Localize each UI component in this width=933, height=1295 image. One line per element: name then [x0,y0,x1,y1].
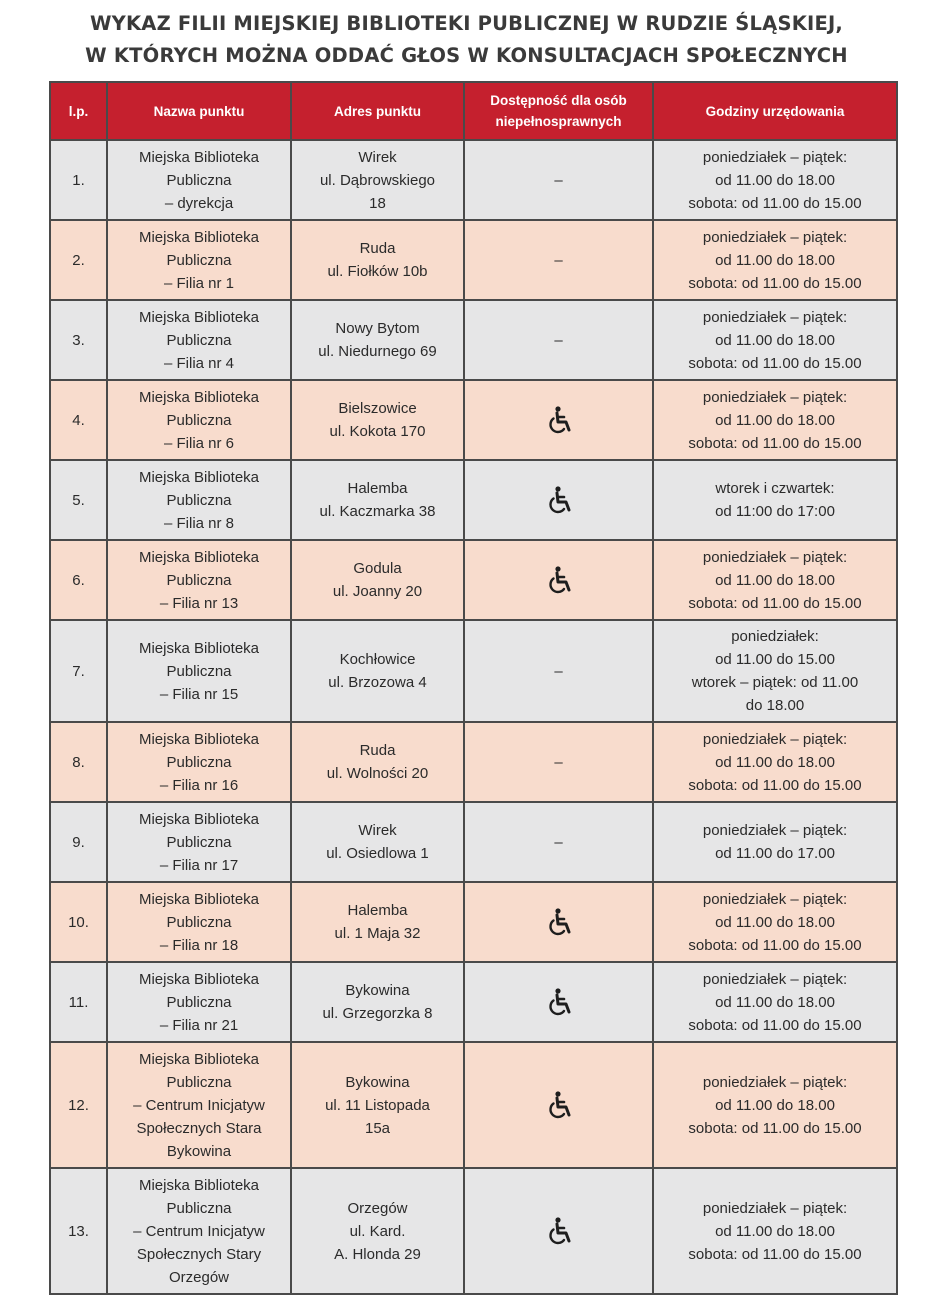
cell-hours-line: poniedziałek – piątek: [702,822,848,839]
cell-hours-line: wtorek – piątek: od 11.00 [691,674,859,691]
wheelchair-icon [544,565,574,595]
cell-hours-line: sobota: od 11.00 do 15.00 [688,354,862,372]
cell-name-line: Publiczna [166,411,232,429]
wheelchair-icon [544,485,574,515]
wheelchair-icon [544,1090,574,1120]
cell-accessibility [464,300,653,380]
cell-name [107,380,291,460]
cell-accessibility [464,220,653,300]
header-lp: l.p. [50,82,107,140]
cell-accessibility [464,140,653,220]
cell-accessibility [464,882,653,962]
table-row [50,1042,897,1168]
cell-name-line: Orzegów [168,1268,230,1286]
not-accessible-mark: – [554,251,563,269]
cell-address-line: ul. 1 Maja 32 [334,925,421,942]
cell-name [107,722,291,802]
cell-name [107,540,291,620]
cell-address-line: Wirek [358,148,397,166]
cell-accessibility [464,540,653,620]
cell-name [107,620,291,722]
cell-name-line: Publiczna [166,753,232,771]
cell-name-line: Publiczna [166,331,232,349]
cell-hours [653,380,897,460]
cell-lp: 6. [50,540,107,620]
cell-accessibility [464,1042,653,1168]
header-accessibility [464,82,653,140]
cell-hours-line: od 11.00 do 17.00 [715,845,835,862]
cell-hours-line: poniedziałek – piątek: [702,1073,848,1091]
table-row [50,962,897,1042]
cell-hours-line: od 11.00 do 18.00 [715,571,835,589]
cell-hours-line: sobota: od 11.00 do 15.00 [688,936,862,954]
cell-name [107,962,291,1042]
cell-name [107,460,291,540]
cell-hours-line: sobota: od 11.00 do 15.00 [688,194,862,212]
cell-hours-line: poniedziałek: [731,628,819,645]
cell-address [291,140,464,220]
cell-name-line: – Filia nr 13 [159,594,239,612]
cell-hours-line: do 18.00 [745,697,805,714]
cell-address-line: Orzegów [347,1199,408,1217]
table-row [50,1168,897,1294]
not-accessible-mark: – [554,833,563,851]
table-row [50,802,897,882]
cell-lp: 7. [50,620,107,722]
table-row [50,300,897,380]
table-row [50,220,897,300]
cell-hours-line: od 11.00 do 18.00 [715,913,835,931]
cell-address [291,620,464,722]
cell-lp: 2. [50,220,107,300]
cell-hours-line: poniedziałek – piątek: [702,890,848,908]
cell-hours [653,962,897,1042]
cell-lp: 4. [50,380,107,460]
cell-name-line: – Filia nr 21 [159,1016,239,1034]
library-branches-table [49,81,898,1295]
cell-lp: 5. [50,460,107,540]
cell-name-line: Publiczna [166,171,232,189]
cell-name-line: – Centrum Inicjatyw [133,1096,265,1114]
cell-address-line: Ruda [359,742,396,759]
cell-name-line: Społecznych Stara [136,1119,262,1137]
cell-address [291,1168,464,1294]
cell-accessibility [464,722,653,802]
cell-hours [653,220,897,300]
cell-lp: 1. [50,140,107,220]
cell-hours-line: sobota: od 11.00 do 15.00 [688,434,862,452]
cell-name-line: Publiczna [166,1073,232,1091]
cell-hours-line: od 11.00 do 18.00 [715,171,835,189]
cell-hours [653,802,897,882]
cell-address-line: ul. Brzozowa 4 [328,674,427,691]
cell-name-line: Publiczna [166,491,232,509]
cell-hours-line: poniedziałek – piątek: [702,388,848,406]
cell-accessibility [464,802,653,882]
cell-name-line: Publiczna [166,251,232,269]
cell-address [291,220,464,300]
cell-name-line: – Filia nr 17 [159,856,239,874]
cell-name-line: Publiczna [166,913,232,931]
cell-hours [653,1168,897,1294]
cell-address-line: ul. 11 Listopada [325,1096,430,1114]
cell-hours [653,722,897,802]
cell-accessibility [464,1168,653,1294]
cell-lp: 9. [50,802,107,882]
cell-name-line: Miejska Biblioteka [138,148,260,166]
cell-hours-line: sobota: od 11.00 do 15.00 [688,274,862,292]
cell-name-line: Miejska Biblioteka [138,468,260,486]
cell-lp: 3. [50,300,107,380]
cell-lp: 8. [50,722,107,802]
cell-address-line: ul. Wolności 20 [326,765,429,782]
cell-hours-line: od 11.00 do 18.00 [715,753,835,771]
cell-address-line: Halemba [347,902,408,919]
cell-name-line: Miejska Biblioteka [138,890,260,908]
cell-hours-line: poniedziałek – piątek: [702,1199,848,1217]
wheelchair-icon [544,405,574,435]
cell-address [291,460,464,540]
cell-name-line: Miejska Biblioteka [138,1176,260,1194]
cell-address-line: 18 [369,194,386,212]
cell-hours [653,1042,897,1168]
cell-address [291,300,464,380]
cell-lp: 13. [50,1168,107,1294]
cell-name [107,140,291,220]
table-row [50,460,897,540]
cell-hours-line: sobota: od 11.00 do 15.00 [688,1245,862,1263]
cell-hours-line: od 11.00 do 18.00 [715,331,835,349]
cell-hours [653,460,897,540]
cell-address-line: Bykowina [345,1073,410,1091]
cell-address-line: ul. Fiołków 10b [327,263,428,280]
cell-address-line: ul. Joanny 20 [332,583,423,600]
table-row [50,380,897,460]
cell-name-line: Miejska Biblioteka [138,730,260,748]
wheelchair-icon [544,907,574,937]
cell-hours-line: od 11.00 do 18.00 [715,1096,835,1114]
cell-name-line: – dyrekcja [164,194,234,212]
cell-name-line: Publiczna [166,662,232,680]
header-accessibility-line-2: niepełnosprawnych [495,114,622,129]
cell-address-line: A. Hlonda 29 [334,1245,421,1263]
cell-accessibility [464,380,653,460]
cell-hours [653,140,897,220]
cell-name [107,802,291,882]
cell-hours [653,540,897,620]
header-address: Adres punktu [291,82,464,140]
cell-address-line: Kochłowice [339,651,416,668]
document-title [0,8,933,72]
cell-address [291,380,464,460]
cell-address [291,882,464,962]
cell-accessibility [464,460,653,540]
cell-hours-line: sobota: od 11.00 do 15.00 [688,1119,862,1137]
cell-address-line: Bielszowice [338,400,417,417]
cell-name-line: – Filia nr 18 [159,936,239,954]
cell-name-line: Miejska Biblioteka [138,810,260,828]
table-row [50,140,897,220]
cell-name-line: – Filia nr 6 [163,434,235,452]
cell-name-line: Publiczna [166,571,232,589]
cell-name [107,300,291,380]
not-accessible-mark: – [554,753,563,771]
title-line-1: WYKAZ FILII MIEJSKIEJ BIBLIOTEKI PUBLICZNEJ W RUDZIE ŚLĄSKIEJ, [89,12,844,35]
cell-name-line: Społecznych Stary [136,1245,262,1263]
cell-hours-line: poniedziałek – piątek: [702,228,848,246]
cell-name [107,1168,291,1294]
cell-lp: 11. [50,962,107,1042]
wheelchair-icon [544,1216,574,1246]
table-row [50,722,897,802]
cell-name-line: – Filia nr 8 [163,514,235,532]
table-row [50,620,897,722]
cell-name-line: – Filia nr 15 [159,685,239,703]
cell-name-line: Bykowina [166,1142,232,1160]
header-accessibility-line-1: Dostępność dla osób [490,93,627,108]
cell-accessibility [464,962,653,1042]
cell-hours-line: od 11:00 do 17:00 [715,503,835,520]
cell-address-line: ul. Niedurnego 69 [318,343,437,360]
cell-name-line: – Filia nr 1 [163,274,235,292]
cell-hours-line: od 11.00 do 18.00 [715,1222,835,1240]
cell-hours-line: od 11.00 do 18.00 [715,993,835,1011]
not-accessible-mark: – [554,662,563,680]
cell-name-line: Miejska Biblioteka [138,388,260,406]
cell-address-line: ul. Kaczmarka 38 [319,503,436,520]
wheelchair-icon [544,987,574,1017]
cell-name-line: Miejska Biblioteka [138,308,260,326]
cell-address-line: Godula [353,560,402,577]
cell-hours-line: poniedziałek – piątek: [702,308,848,326]
cell-name-line: Miejska Biblioteka [138,639,260,657]
cell-address-line: Wirek [358,822,397,839]
cell-address-line: ul. Grzegorzka 8 [322,1005,433,1022]
cell-hours-line: poniedziałek – piątek: [702,970,848,988]
cell-address-line: ul. Dąbrowskiego [319,171,436,189]
cell-address-line: ul. Osiedlowa 1 [326,845,429,862]
table-header-row [50,82,897,140]
cell-name-line: Publiczna [166,993,232,1011]
cell-name-line: Miejska Biblioteka [138,1050,260,1068]
cell-hours-line: poniedziałek – piątek: [702,548,848,566]
cell-hours-line: sobota: od 11.00 do 15.00 [688,1016,862,1034]
cell-name-line: Publiczna [166,1199,232,1217]
cell-accessibility [464,620,653,722]
cell-name-line: Miejska Biblioteka [138,970,260,988]
cell-address-line: 15a [364,1119,391,1137]
cell-hours-line: wtorek i czwartek: [715,480,835,497]
cell-hours-line: sobota: od 11.00 do 15.00 [688,776,862,794]
cell-address-line: Ruda [359,240,396,257]
table-body [50,140,897,1294]
cell-name-line: Miejska Biblioteka [138,548,260,566]
cell-name [107,1042,291,1168]
cell-name-line: – Filia nr 4 [163,354,235,372]
cell-name-line: – Filia nr 16 [159,776,239,794]
table-row [50,882,897,962]
cell-address-line: Halemba [347,480,408,497]
cell-hours [653,300,897,380]
cell-hours-line: od 11.00 do 15.00 [715,651,835,668]
cell-name-line: – Centrum Inicjatyw [133,1222,265,1240]
cell-hours-line: sobota: od 11.00 do 15.00 [688,594,862,612]
cell-address [291,962,464,1042]
cell-name-line: Publiczna [166,833,232,851]
cell-hours-line: poniedziałek – piątek: [702,148,848,166]
cell-address-line: ul. Kard. [349,1222,406,1240]
cell-address [291,1042,464,1168]
not-accessible-mark: – [554,331,563,349]
cell-hours [653,620,897,722]
cell-lp: 10. [50,882,107,962]
cell-hours-line: od 11.00 do 18.00 [715,411,835,429]
cell-address-line: ul. Kokota 170 [329,423,426,440]
table-row [50,540,897,620]
cell-address [291,722,464,802]
header-name: Nazwa punktu [107,82,291,140]
not-accessible-mark: – [554,171,563,189]
cell-hours-line: od 11.00 do 18.00 [715,251,835,269]
cell-address-line: Bykowina [345,982,410,999]
cell-name [107,220,291,300]
cell-address [291,802,464,882]
title-line-2: W KTÓRYCH MOŻNA ODDAĆ GŁOS W KONSULTACJACH SPOŁECZNYCH [85,44,848,67]
cell-hours-line: poniedziałek – piątek: [702,730,848,748]
header-hours: Godziny urzędowania [653,82,897,140]
cell-address-line: Nowy Bytom [335,320,420,337]
cell-lp: 12. [50,1042,107,1168]
cell-address [291,540,464,620]
cell-name [107,882,291,962]
cell-name-line: Miejska Biblioteka [138,228,260,246]
cell-hours [653,882,897,962]
